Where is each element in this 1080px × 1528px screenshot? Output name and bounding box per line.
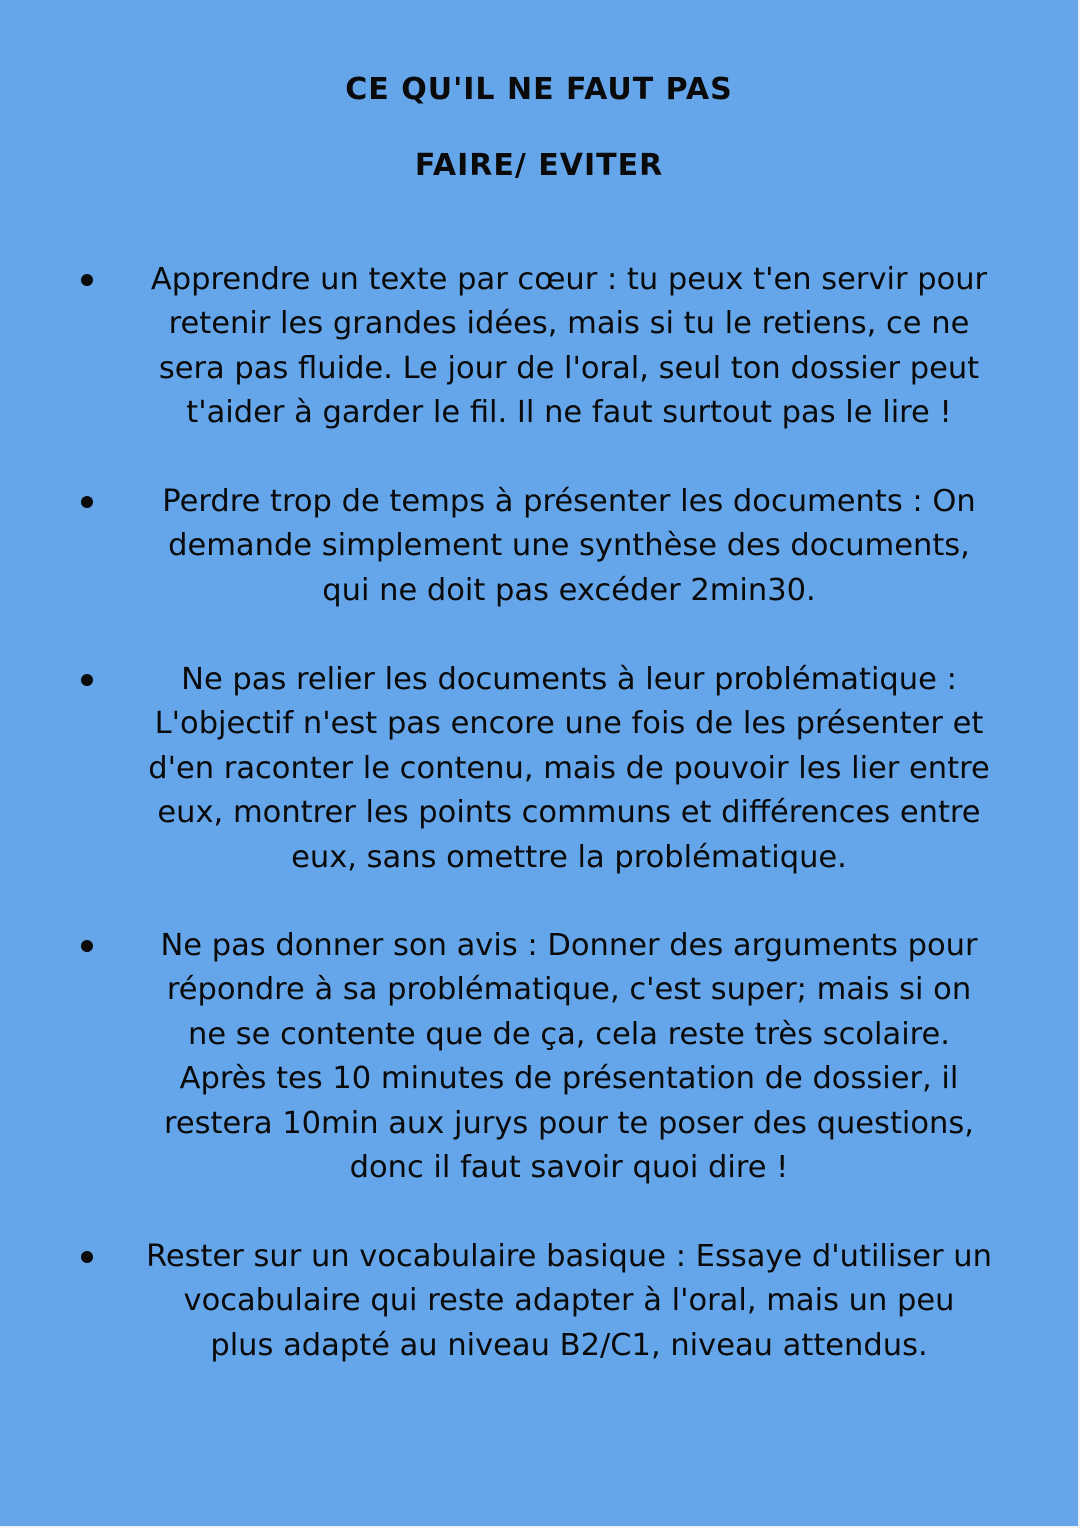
list-item-line: ne se contente que de ça, cela reste très scolaire. [188, 1016, 950, 1052]
title-line-1: CE QU'IL NE FAUT PAS [345, 72, 733, 107]
list-item-line: demande simplement une synthèse des documents, [168, 528, 970, 564]
list-item-text [108, 480, 1030, 613]
list-item-line: Ne pas relier les documents à leur problématique : [181, 662, 957, 697]
bullet-icon [81, 496, 93, 508]
list-item-text [108, 924, 1030, 1190]
list-item-line: Ne pas donner son avis : Donner des arguments pour [160, 928, 978, 963]
title-line-2: FAIRE/ EVITER [414, 148, 664, 183]
list-item-line: Après tes 10 minutes de présentation de dossier, il [179, 1061, 959, 1097]
list-item-line: Rester sur un vocabulaire basique : Essaye d'utiliser un [146, 1239, 992, 1274]
bullet-icon [81, 940, 93, 952]
list-item-line: eux, sans omettre la problématique. [291, 839, 847, 875]
page-title [0, 52, 1078, 204]
list-item-line: sera pas fluide. Le jour de l'oral, seul ton dossier peut [158, 350, 980, 386]
list-item-text [108, 1235, 1030, 1368]
list-item-line: répondre à sa problématique, c'est super; mais si on [166, 972, 972, 1008]
list-item-line: t'aider à garder le fil. Il ne faut surtout pas le lire ! [186, 395, 952, 431]
list-item-line: restera 10min aux jurys pour te poser des questions, [164, 1105, 974, 1141]
bullet-icon [81, 274, 93, 286]
list-item-line: plus adapté au niveau B2/C1, niveau attendus. [210, 1327, 928, 1363]
list-item-line: L'objectif n'est pas encore une fois de les présenter et [154, 706, 984, 742]
list-item-line: donc il faut savoir quoi dire ! [349, 1150, 789, 1186]
list-item-line: retenir les grandes idées, mais si tu le retiens, ce ne [168, 306, 970, 342]
list-item-line: qui ne doit pas excéder 2min30. [322, 572, 816, 608]
list-item-text [108, 658, 1030, 880]
list-item-line: Apprendre un texte par cœur : tu peux t'en servir pour [150, 262, 988, 297]
list-item-line: eux, montrer les points communs et différences entre [157, 795, 981, 831]
list-item-line: Perdre trop de temps à présenter les documents : On [162, 484, 976, 519]
list-item-line: d'en raconter le contenu, mais de pouvoir les lier entre [148, 750, 990, 786]
bullet-icon [81, 1251, 93, 1263]
bullet-icon [81, 674, 93, 686]
list-item-line: vocabulaire qui reste adapter à l'oral, mais un peu [183, 1283, 955, 1319]
list-item-text [108, 258, 1030, 436]
